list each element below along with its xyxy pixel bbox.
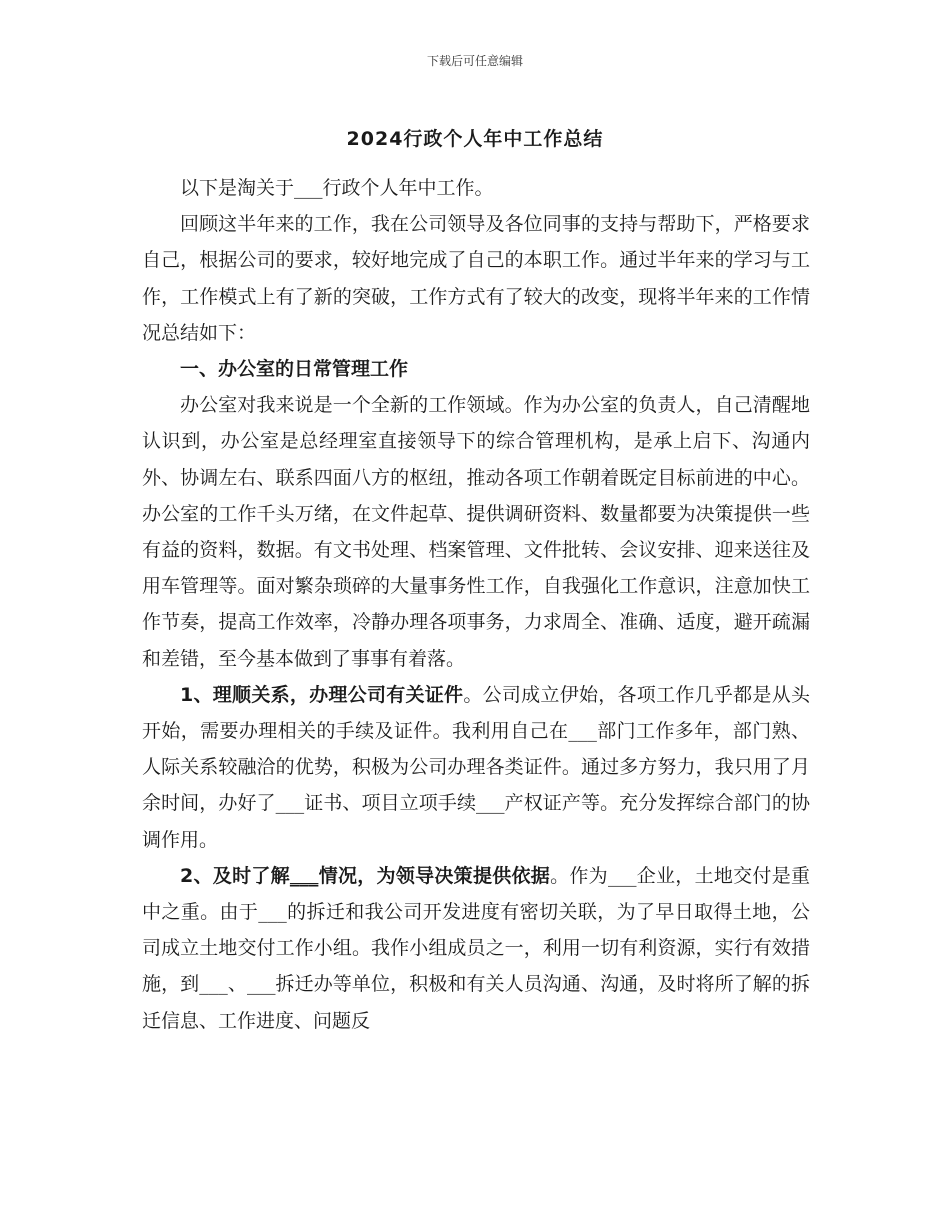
item-2-lead-blank: ___ <box>289 864 319 887</box>
item-2-lead-a: 2、及时了解 <box>180 864 290 887</box>
item-2-paragraph <box>142 858 810 1039</box>
section-heading: 一、办公室的日常管理工作 <box>180 358 409 381</box>
item-1-text: 。公司成立伊始，各项工作几乎都是从头开始，需要办理相关的手续及证件。我利用自己在___部门工作多年，部门熟、人际关系较融洽的优势，积极为公司办理各类证件。通过多方努力，我只用了月余时间，办好了___证书、项目立项手续___产权证产等。充分发挥综合部门的协调作用。 <box>142 683 810 851</box>
item-2-text: 。作为___企业，土地交付是重中之重。由于___的拆迁和我公司开发进度有密切关联，为了早日取得土地，公司成立土地交付工作小组。我作小组成员之一，利用一切有利资源，实行有效措施，到___、___拆迁办等单位，积极和有关人员沟通、沟通，及时将所了解的拆迁信息、工作进度、问题反 <box>142 864 810 1032</box>
item-1-lead: 1、理顺关系，办理公司有关证件 <box>180 683 464 706</box>
office-work-paragraph: 办公室对我来说是一个全新的工作领域。作为办公室的负责人，自己清醒地认识到，办公室是总经理室直接领导下的综合管理机构，是承上启下、沟通内外、协调左右、联系四面八方的枢纽，推动各项工作朝着既定目标前进的中心。办公室的工作千头万绪，在文件起草、提供调研资料、数量都要为决策提供一些有益的资料，数据。有文书处理、档案管理、文件批转、会议安排、迎来送往及用车管理等。面对繁杂琐碎的大量事务性工作，自我强化工作意识，注意加快工作节奏，提高工作效率，冷静办理各项事务，力求周全、准确、适度，避开疏漏和差错，至今基本做到了事事有着落。 <box>142 394 810 670</box>
review-paragraph: 回顾这半年来的工作，我在公司领导及各位同事的支持与帮助下，严格要求自己，根据公司的要求，较好地完成了自己的本职工作。通过半年来的学习与工作，工作模式上有了新的突破，工作方式有了较大的改变，现将半年来的工作情况总结如下： <box>142 213 810 344</box>
document-title: 2024行政个人年中工作总结 <box>346 128 604 150</box>
page-header: 下载后可任意编辑 <box>426 54 523 68</box>
item-2-lead-b: 情况，为领导决策提供依据 <box>318 864 551 887</box>
item-1-paragraph <box>142 677 810 858</box>
document-body <box>142 170 810 1039</box>
intro-paragraph: 以下是淘关于___行政个人年中工作。 <box>180 177 494 199</box>
